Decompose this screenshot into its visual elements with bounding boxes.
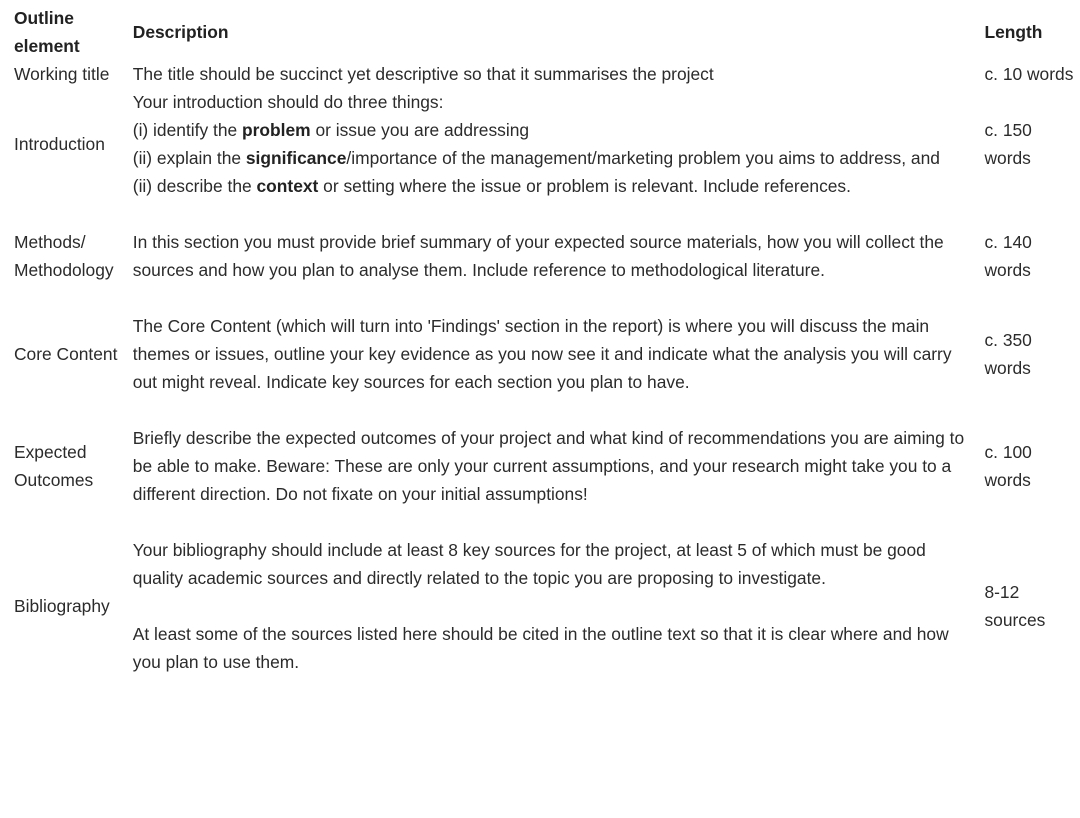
- row-description: [127, 536, 979, 676]
- row-element-bibliography: Bibliography: [14, 596, 110, 616]
- row-element-working-title: Working title: [14, 64, 110, 84]
- bold-term-context: context: [256, 176, 319, 196]
- row-element-introduction: Introduction: [14, 134, 105, 154]
- header-description: Description: [132, 22, 229, 42]
- table-row: [8, 536, 1076, 676]
- description-line: [133, 172, 979, 200]
- header-row: [8, 4, 1076, 60]
- text-run: (ii) explain the: [132, 148, 246, 168]
- row-length: 8-12 sources: [984, 582, 1046, 630]
- row-length: c. 150 words: [984, 120, 1032, 168]
- description-line: Your bibliography should include at least 8 key sources for the project, at least 5 of which must be good quality academic sources and directly related to the topic you are proposing to investigate.: [132, 540, 926, 588]
- table-row: [8, 312, 1076, 424]
- row-element-methods: Methods/ Methodology: [14, 232, 114, 280]
- text-run: (i) identify the: [132, 120, 242, 140]
- text-run: (ii) describe the: [132, 176, 257, 196]
- bold-term-problem: problem: [242, 120, 311, 140]
- text-run: /importance of the management/marketing problem you aims to address, and: [346, 148, 940, 168]
- table-row: [8, 228, 1076, 312]
- row-description: [127, 424, 979, 536]
- text-run: or setting where the issue or problem is relevant. Include references.: [318, 176, 851, 196]
- header-length: Length: [984, 22, 1043, 42]
- row-length: c. 140 words: [984, 232, 1032, 280]
- table-row: [8, 88, 1076, 228]
- row-length: c. 350 words: [984, 330, 1032, 378]
- description-line: The Core Content (which will turn into 'Findings' section in the report) is where you will discuss the main themes or issues, outline your key evidence as you now see it and indicate what the analysis you will carry out might reveal. Indicate key sources for each section you plan to have.: [132, 316, 952, 392]
- row-length: c. 10 words: [984, 64, 1074, 84]
- description-line: At least some of the sources listed here should be cited in the outline text so that it is clear where and how you plan to use them.: [132, 624, 949, 672]
- row-element-core-content: Core Content: [14, 344, 118, 364]
- row-description: [127, 60, 979, 88]
- description-line: [133, 144, 979, 172]
- text-run: or issue you are addressing: [310, 120, 530, 140]
- paragraph-gap: [133, 592, 979, 620]
- table-row: [8, 60, 1076, 88]
- row-description: [127, 228, 979, 312]
- bold-term-significance: significance: [245, 148, 347, 168]
- description-line: Your introduction should do three things:: [132, 92, 444, 112]
- row-description: [127, 312, 979, 424]
- description-line: In this section you must provide brief summary of your expected source materials, how you will collect the sources and how you plan to analyse them. Include reference to methodological literature.: [132, 232, 944, 280]
- row-length: c. 100 words: [984, 442, 1032, 490]
- row-description: [127, 88, 979, 228]
- table-row: [8, 424, 1076, 536]
- row-element-expected-outcomes: Expected Outcomes: [14, 442, 94, 490]
- outline-table: [8, 4, 1076, 676]
- description-line: Briefly describe the expected outcomes of your project and what kind of recommendations you are aiming to be able to make. Beware: These are only your current assumptions, and your research might take you to a different direction. Do not fixate on your initial assumptions!: [132, 428, 965, 504]
- header-outline-element: Outline element: [14, 8, 80, 56]
- description-line: [133, 116, 979, 144]
- description-line: The title should be succinct yet descriptive so that it summarises the project: [132, 64, 714, 84]
